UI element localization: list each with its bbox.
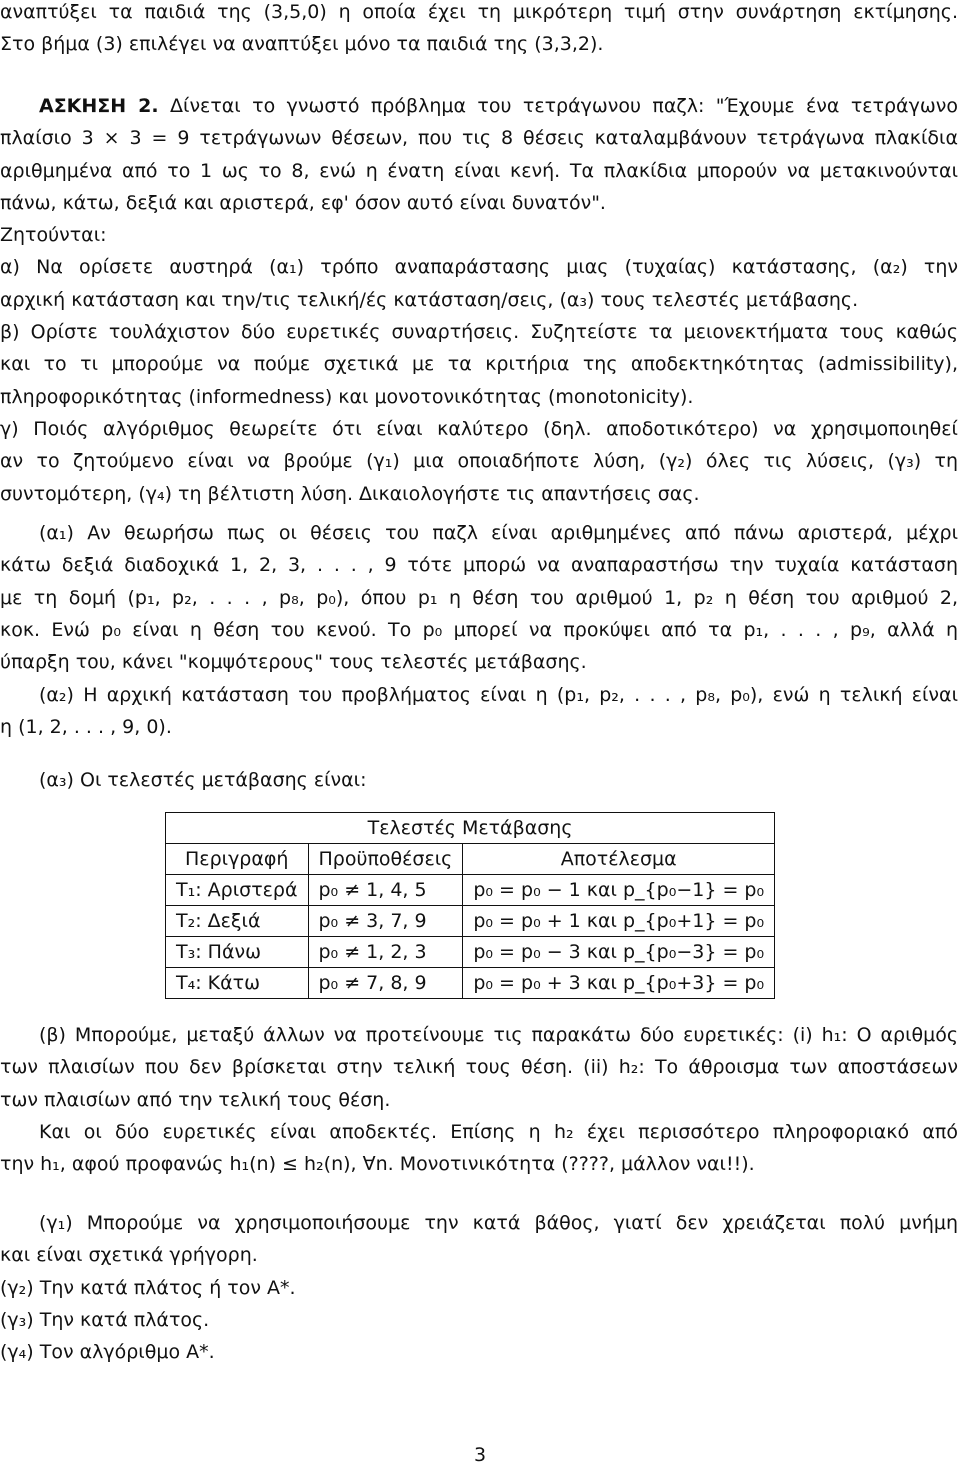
table-cell: p₀ ≠ 1, 2, 3 <box>308 937 463 968</box>
table-row <box>166 906 775 937</box>
intro-paragraph <box>0 0 958 61</box>
text-line: (γ₃) Την κατά πλάτος. <box>0 1308 210 1331</box>
table-cell: p₀ ≠ 3, 7, 9 <box>308 906 463 937</box>
question-c-line: γ) Ποιός αλγόριθμος θεωρείτε ότι είναι καλύτερο (δηλ. αποδοτικότερο) να χρησιμοποιηθεί <box>0 417 958 440</box>
question-c-line: αν το ζητούμενο είναι να βρούμε (γ₁) μια οποιαδήποτε λύση, (γ₂) όλες τις λύσεις, (γ₃) τη <box>0 450 958 473</box>
question-b-line: πληροφορικότητας (informedness) και μονοτονικότητας (monotonicity). <box>0 385 694 408</box>
exercise-heading: ΑΣΚΗΣΗ 2. <box>39 95 159 117</box>
table-cell: p₀ = p₀ − 1 και p_{p₀−1} = p₀ <box>463 875 775 906</box>
text-line: (α₃) Οι τελεστές μετάβασης είναι: <box>39 769 367 791</box>
table-caption: Τελεστές Μετάβασης <box>166 813 775 844</box>
question-c-line: συντομότερη, (γ₄) τη βέλτιστη λύση. Δικαιολογήστε τις απαντήσεις σας. <box>0 482 700 505</box>
table-row <box>166 968 775 999</box>
text-line: η (1, 2, . . . , 9, 0). <box>0 716 172 739</box>
operators-table <box>165 812 775 999</box>
text-line: (γ₂) Την κατά πλάτος ή τον A*. <box>0 1276 296 1299</box>
table-cell: p₀ ≠ 1, 4, 5 <box>308 875 463 906</box>
table-cell: p₀ = p₀ − 3 και p_{p₀−3} = p₀ <box>463 937 775 968</box>
table-caption-row <box>166 813 775 844</box>
text-line: πάνω, κάτω, δεξιά και αριστερά, εφ' όσον αυτό είναι δυνατόν". <box>0 191 606 214</box>
text-run: Δίνεται το γνωστό πρόβλημα του τετράγωνου παζλ: "Έχουμε ένα τετράγωνο <box>170 95 958 117</box>
text-line: των πλαισίων που δεν βρίσκεται στην τελική τους θέση. (ii) h₂: Το άθροισμα των αποστάσεων <box>0 1056 958 1079</box>
text-line: αριθμημένα από το 1 ως το 8, ενώ η ένατη είναι κενή. Τα πλακίδια μπορούν να μετακινούνται <box>0 159 958 182</box>
text-line <box>0 90 958 122</box>
table-cell: T₁: Αριστερά <box>166 875 309 906</box>
text-line: Στο βήμα (3) επιλέγει να αναπτύξει μόνο τα παιδιά της (3,3,2). <box>0 33 604 56</box>
column-header: Περιγραφή <box>166 844 309 875</box>
table-cell: T₄: Κάτω <box>166 968 309 999</box>
text-line: (γ₁) Μπορούμε να χρησιμοποιήσουμε την κατά βάθος, γιατί δεν χρειάζεται πολύ μνήμη <box>39 1212 958 1234</box>
text-line: ύπαρξη του, κάνει "κομψότερους" τους τελεστές μετάβασης. <box>0 651 587 674</box>
requested-label: Ζητούνται: <box>0 224 107 247</box>
column-header: Αποτέλεσμα <box>463 844 775 875</box>
text-line: και είναι σχετικά γρήγορη. <box>0 1244 258 1267</box>
table-cell: T₃: Πάνω <box>166 937 309 968</box>
answer-a3 <box>0 764 958 796</box>
question-a-line: αρχική κατάσταση και την/τις τελική/ές κατάσταση/σεις, (α₃) τους τελεστές μετάβασης. <box>0 288 859 311</box>
text-line: (γ₄) Τον αλγόριθμο A*. <box>0 1341 215 1364</box>
text-line: με τη δομή (p₁, p₂, . . . , p₈, p₀), όπου p₁ η θέση του αριθμού 1, p₂ η θέση του αριθμού 2, <box>0 586 958 609</box>
answer-a1 <box>0 517 958 678</box>
answer-a2 <box>0 679 958 744</box>
page-number: 3 <box>473 1444 487 1466</box>
text-line: την h₁, αφού προφανώς h₁(n) ≤ h₂(n), ∀n. Μονοτινικότητα (????, μάλλον ναι!!). <box>0 1153 755 1176</box>
exercise-statement <box>0 90 958 510</box>
question-b-line: β) Ορίστε τουλάχιστον δύο ευρετικές συναρτήσεις. Συζητείστε τα μειονεκτήματα τους καθώς <box>0 321 958 344</box>
answer-b <box>0 1019 958 1180</box>
text-line: αναπτύξει τα παιδιά της (3,5,0) η οποία έχει τη μικρότερη τιμή στην συνάρτηση εκτίμησης. <box>0 1 958 23</box>
table-cell: p₀ ≠ 7, 8, 9 <box>308 968 463 999</box>
column-header: Προϋποθέσεις <box>308 844 463 875</box>
text-line: (α₁) Αν θεωρήσω πως οι θέσεις του παζλ είναι αριθμημένες από πάνω αριστερά, μέχρι <box>39 522 958 544</box>
table-row <box>166 875 775 906</box>
answer-c <box>0 1207 958 1368</box>
table-cell: p₀ = p₀ + 1 και p_{p₀+1} = p₀ <box>463 906 775 937</box>
table-header-row <box>166 844 775 875</box>
question-a-line: α) Να ορίσετε αυστηρά (α₁) τρόπο αναπαράστασης μιας (τυχαίας) κατάστασης, (α₂) την <box>0 256 958 279</box>
table-cell: T₂: Δεξιά <box>166 906 309 937</box>
text-line: κάτω δεξιά διαδοχικά 1, 2, 3, . . . , 9 τότε μπορώ να αναπαραστήσω την τυχαία κατάσταση <box>0 554 958 577</box>
text-line: (α₂) Η αρχική κατάσταση του προβλήματος είναι η (p₁, p₂, . . . , p₈, p₀), ενώ η τελική είναι <box>39 684 958 706</box>
text-line: των πλαισίων από την τελική τους θέση. <box>0 1088 391 1111</box>
text-line: κοκ. Ενώ p₀ είναι η θέση του κενού. Το p₀ μπορεί να προκύψει από τα p₁, . . . , p₉, αλλά η <box>0 618 958 641</box>
table-cell: p₀ = p₀ + 3 και p_{p₀+3} = p₀ <box>463 968 775 999</box>
table-row <box>166 937 775 968</box>
question-b-line: και το τι μπορούμε να πούμε σχετικά με τα κριτήρια της αποδεκτηκότητας (admissibility), <box>0 353 958 376</box>
text-line: πλαίσιο 3 × 3 = 9 τετράγωνων θέσεων, που τις 8 θέσεις καταλαμβάνουν τετράγωνα πλακίδια <box>0 127 958 150</box>
text-line: Και οι δύο ευρετικές είναι αποδεκτές. Επίσης η h₂ έχει περισσότερο πληροφοριακό από <box>39 1120 958 1143</box>
text-line: (β) Μπορούμε, μεταξύ άλλων να προτείνουμε τις παρακάτω δύο ευρετικές: (i) h₁: Ο αριθμός <box>39 1024 958 1046</box>
